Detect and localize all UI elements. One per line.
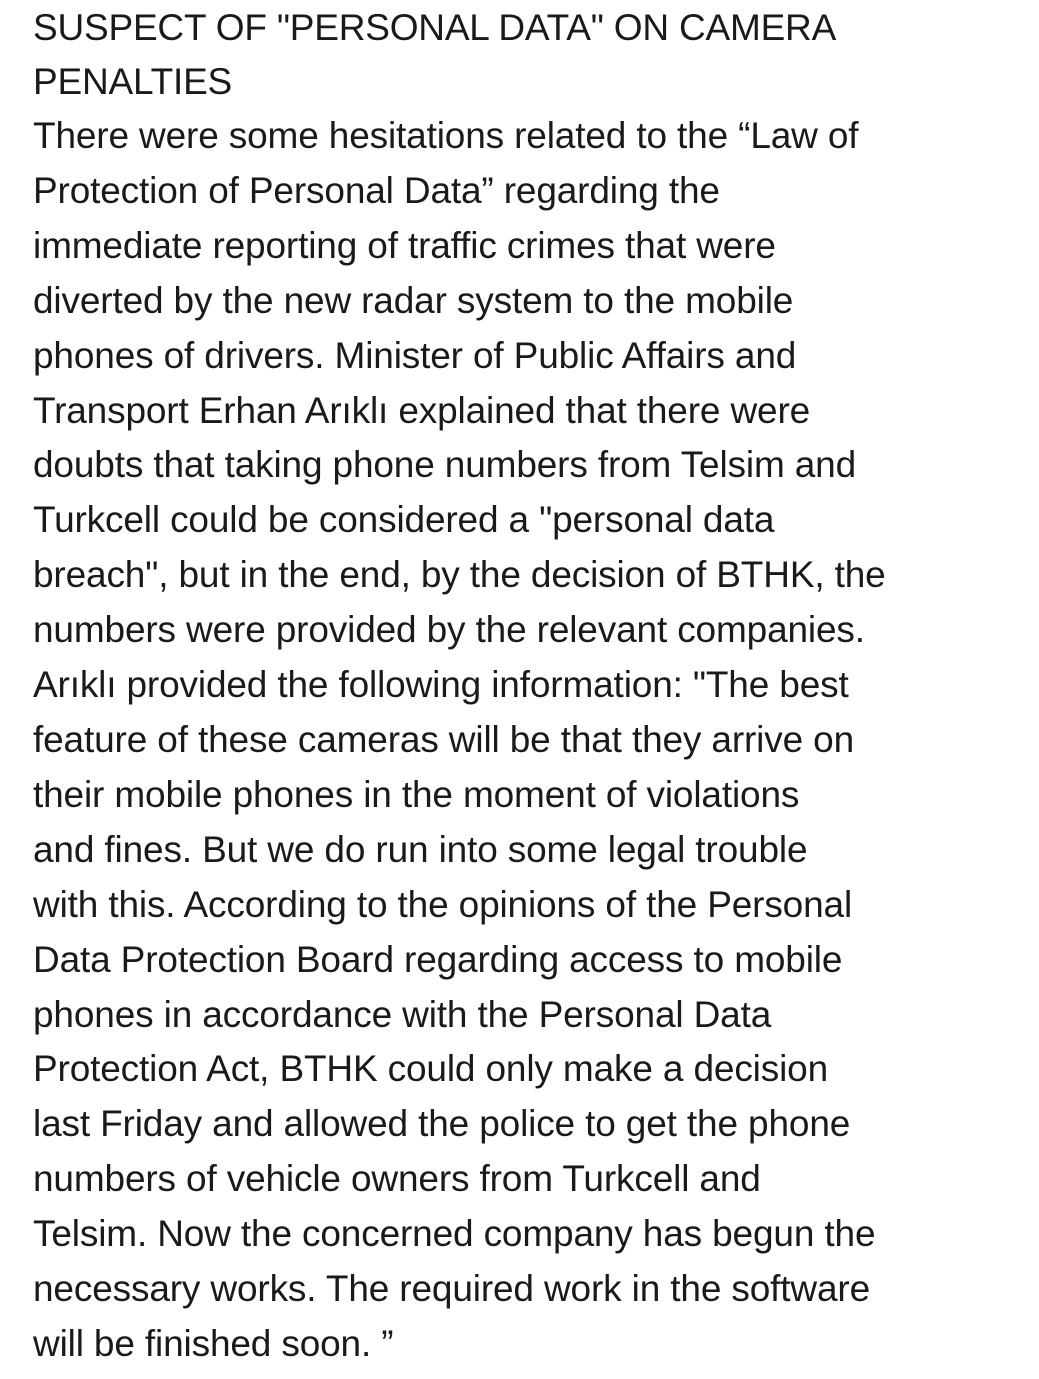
body-line: phones in accordance with the Personal Data [33, 993, 772, 1035]
body-line: necessary works. The required work in the software [33, 1268, 871, 1310]
body-line: Transport Erhan Arıklı explained that there were [33, 389, 811, 431]
body-line: Arıklı provided the following information: "The best [33, 664, 849, 706]
article [33, 0, 993, 1372]
body-line: doubts that taking phone numbers from Telsim and [33, 444, 857, 486]
body-line: Protection of Personal Data” regarding the [33, 169, 720, 211]
body-line: numbers of vehicle owners from Turkcell and [33, 1158, 761, 1200]
body-line: last Friday and allowed the police to get the phone [33, 1103, 851, 1145]
headline-line: PENALTIES [33, 61, 233, 102]
body-line: will be finished soon. ” [33, 1322, 394, 1364]
body-line: phones of drivers. Minister of Public Affairs and [33, 334, 797, 376]
body-line: There were some hesitations related to the “Law of [33, 115, 859, 156]
body-line: numbers were provided by the relevant companies. [33, 609, 865, 651]
body-line: and fines. But we do run into some legal trouble [33, 828, 808, 870]
body-line: immediate reporting of traffic crimes that were [33, 224, 776, 266]
body-line: feature of these cameras will be that they arrive on [33, 718, 855, 760]
body-line: Data Protection Board regarding access to mobile [33, 938, 843, 980]
body-line: diverted by the new radar system to the mobile [33, 279, 794, 321]
body-line: Turkcell could be considered a "personal data [33, 499, 775, 541]
body-line: Protection Act, BTHK could only make a decision [33, 1048, 829, 1090]
body-line: their mobile phones in the moment of violations [33, 773, 800, 815]
body-line: Telsim. Now the concerned company has begun the [33, 1213, 876, 1255]
article-body [33, 109, 993, 1372]
headline-line: SUSPECT OF "PERSONAL DATA" ON CAMERA [33, 7, 837, 48]
article-headline [33, 0, 993, 109]
body-line: breach", but in the end, by the decision of BTHK, the [33, 554, 886, 596]
body-line: with this. According to the opinions of the Personal [33, 883, 853, 925]
